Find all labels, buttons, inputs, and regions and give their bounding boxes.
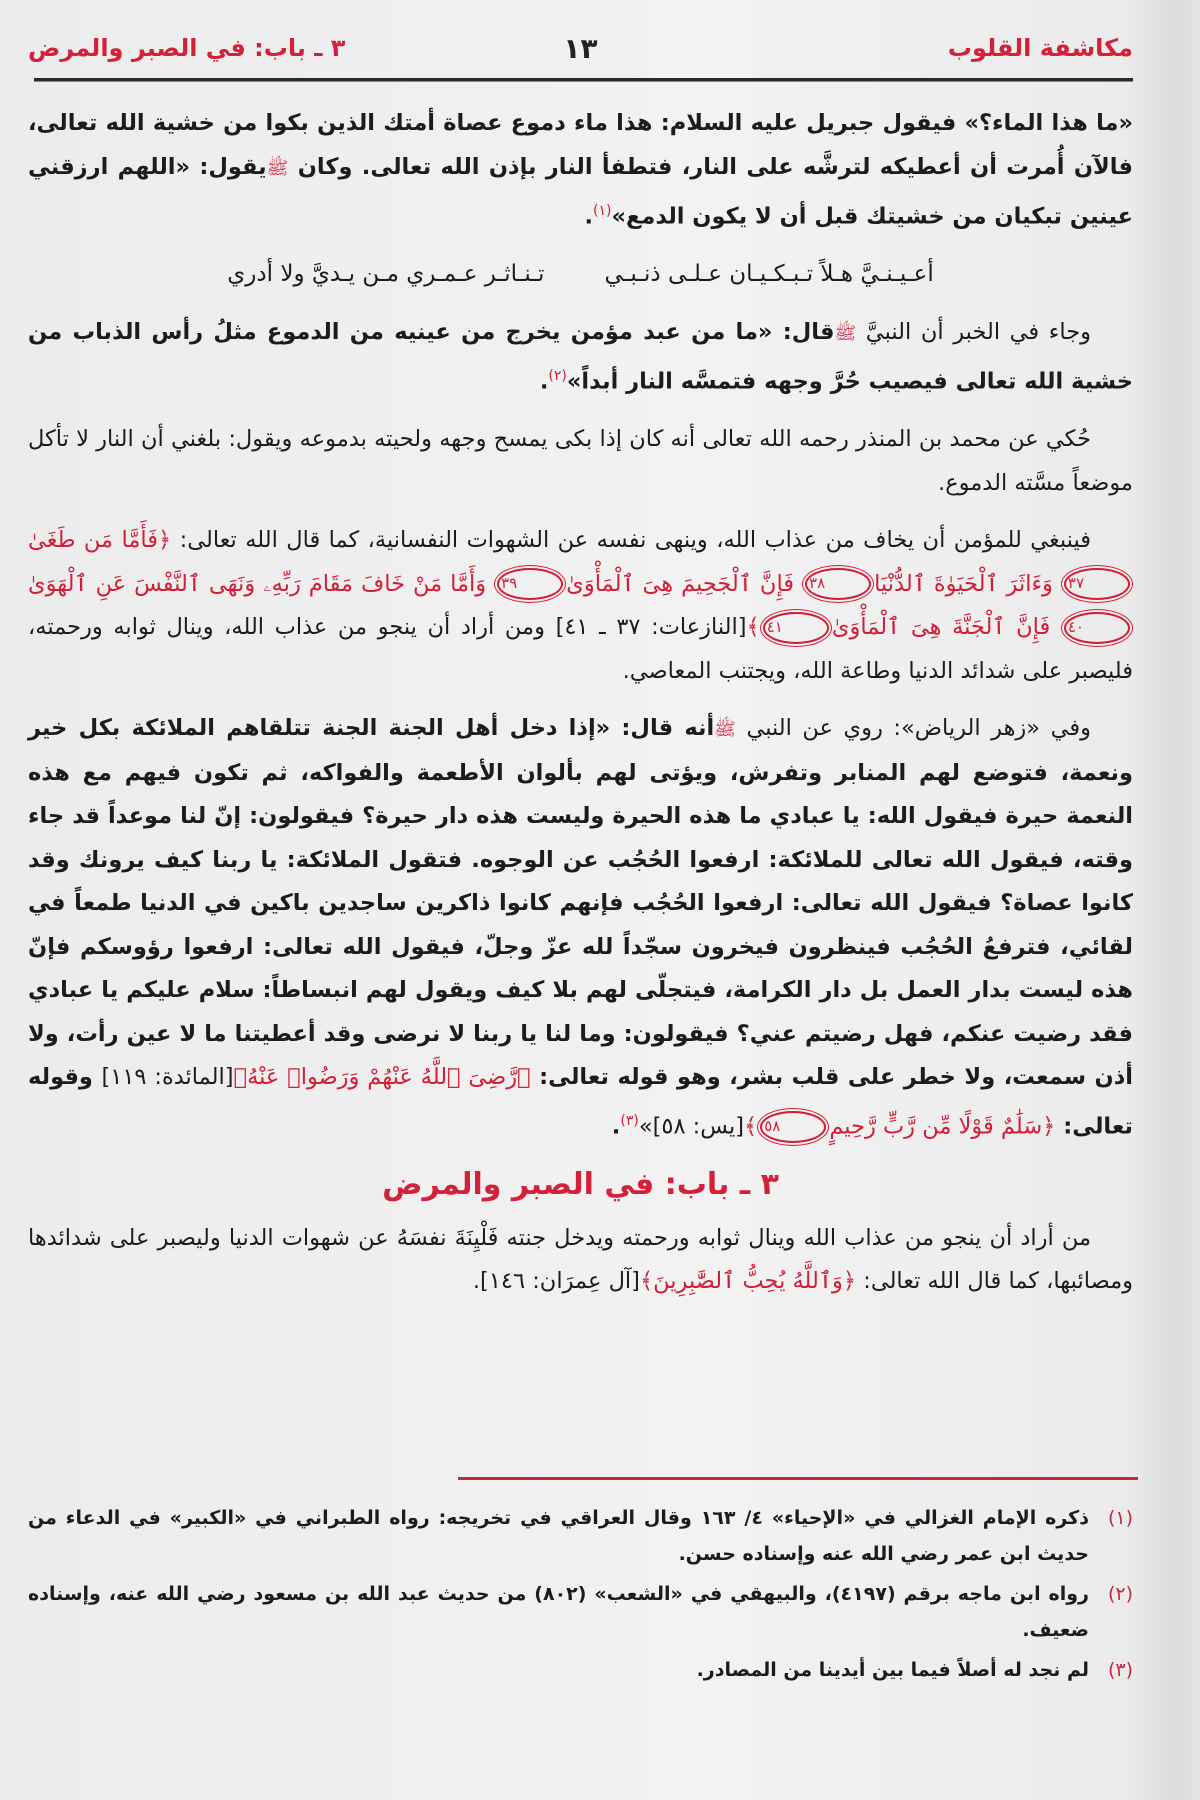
- footnote-number: (٢): [1107, 1583, 1133, 1605]
- verse-citation: [آل عِمرَان: ١٤٦]: [480, 1268, 640, 1294]
- footnote-ref-2[interactable]: (٢): [548, 368, 567, 384]
- footnote-text: رواه ابن ماجه برقم (٤١٩٧)، والبيهقي في «الشعب» (٨٠٢) من حديث عبد الله بن مسعود رضي الله عنه، وإسناده ضعيف.: [28, 1583, 1089, 1641]
- quran-verse: وَأَمَّا مَنْ خَافَ مَقَامَ رَبِّهِۦ وَنَهَى ٱلنَّفْسَ عَنِ ٱلْهَوَىٰ: [28, 570, 487, 597]
- salla-symbol-icon: ﷺ: [266, 157, 289, 179]
- paragraph-1: «ما هذا الماء؟» فيقول جبريل عليه السلام: هذا ماء دموع عصاة أمتك الذين بكوا من خشية الله تعالى، فالآن أُمرت أن أعطيكه لترشَّه على النار، فتطفأ النار بإذن الله تعالى. وكان ﷺيقول: «اللهم ارزقني عينين تبكيان من خشيتك قبل أن لا يكون الدمع»$^{(١)}$.: [28, 110, 1133, 230]
- ayah-marker-icon: ٥٨: [760, 1111, 826, 1143]
- footnote-ref-1[interactable]: (١): [593, 203, 612, 219]
- quran-close-bracket: ﴾: [746, 614, 760, 640]
- footnote-text: لم نجد له أصلاً فيما بين أيدينا من المصادر.: [696, 1659, 1089, 1681]
- section-heading: ٣ ـ باب: في الصبر والمرض: [382, 1166, 779, 1202]
- ayah-marker-icon: ٤٠: [1064, 612, 1130, 644]
- quran-verse: ﴿سَلَٰمٌ قَوْلًا مِّن رَّبٍّ رَّحِيمٍ: [829, 1113, 1056, 1139]
- ayah-marker-icon: ٣٨: [805, 568, 871, 600]
- hemistich-right: أعـيـنـيَّ هـلاً تـبـكـيـان عـلـى ذنـبـي: [604, 261, 934, 287]
- quran-verse: وَءَاثَرَ ٱلْحَيَوٰةَ ٱلدُّنْيَا: [874, 570, 1053, 597]
- quran-verse: ﴿وَٱللَّهُ يُحِبُّ ٱلصَّٰبِرِينَ﴾: [639, 1268, 857, 1294]
- quran-verse: فَإِنَّ ٱلْجَحِيمَ هِىَ ٱلْمَأْوَىٰ: [566, 570, 795, 597]
- quran-verse: ﴿رَّضِىَ ٱللَّهُ عَنْهُمْ وَرَضُوا۟ عَنْهُ﴾: [233, 1064, 531, 1090]
- header-rule: [34, 78, 1133, 82]
- page-number: ١٣: [563, 31, 598, 65]
- footnote-1: [28, 1500, 1133, 1572]
- footnote-number: (١): [1107, 1507, 1133, 1529]
- footnote-3: [28, 1652, 1133, 1688]
- paragraph-5: وفي «زهر الرياض»: روي عن النبي ﷺأنه قال: «إذا دخل أهل الجنة الجنة تتلقاهم الملائكة بكل خير ونعمة، فتوضع لهم المنابر وتفرش، ويؤتى لهم بألوان الأطعمة والفواكه، ثم تكون فيهم مع هذه النعمة حيرة فيقول الله: يا عبادي ما هذه الحيرة وليست هذه دار حيرة؟ فيقولون: إنّ لنا موعداً قد جاء وقته، فيقول الله تعالى للملائكة: ارفعوا الحُجُب عن الوجوه. فتقول الملائكة: يا ربنا كيف يرونك وقد كانوا عصاة؟ فيقول الله تعالى: ارفعوا الحُجُب فإنهم كانوا ذاكرين ساجدين باكين في الدنيا طمعاً في لقائي، فترفعُ الحُجُب فينظرون فيخرون سجّداً لله عزّ وجلّ، فيقول الله تعالى: ارفعوا رؤوسكم فإنّ هذه ليست بدار العمل بل دار الكرامة، فيتجلّى لهم بلا كيف ويقول لهم انبساطاً: سلام عليكم يا عبادي فقد رضيت عنكم، فهل رضيتم عني؟ فيقولون: وما لنا يا ربنا لا نرضى وقد أعطيتنا ما لا عين رأت، ولا أذن سمعت، ولا خطر على قلب بشر، وهو قوله تعالى: ﴿رَّضِىَ ٱللَّهُ عَنْهُمْ وَرَضُوا۟ عَنْهُ﴾[المائدة: ١١٩] وقوله تعالى: ﴿سَلَٰمٌ قَوْلًا مِّن رَّبٍّ رَّحِيمٍ٥٨﴾[يس: ٥٨]»$^{(٣)}$.: [28, 707, 1133, 1149]
- running-header: [28, 28, 1133, 68]
- verse-citation: [المائدة: ١١٩]: [101, 1064, 234, 1090]
- ayah-marker-icon: ٣٧: [1064, 568, 1130, 600]
- footnote-number: (٣): [1107, 1659, 1133, 1681]
- main-text: [28, 102, 1133, 1318]
- hemistich-left: تـنـاثـر عـمـري مـن يـديَّ ولا أدري: [227, 261, 545, 287]
- footnote-text: ذكره الإمام الغزالي في «الإحياء» ٤/ ١٦٣ وقال العراقي في تخريجه: رواه الطبراني في «الكبير» في الدعاء من حديث ابن عمر رضي الله عنه وإسناده حسن.: [28, 1507, 1089, 1565]
- salla-symbol-icon: ﷺ: [714, 719, 736, 740]
- quran-verse: فَإِنَّ ٱلْجَنَّةَ هِىَ ٱلْمَأْوَىٰ: [831, 614, 1051, 640]
- salla-symbol-icon: ﷺ: [834, 322, 857, 344]
- chapter-title: ٣ ـ باب: في الصبر والمرض: [28, 34, 346, 62]
- ayah-marker-icon: ٤١: [763, 612, 829, 644]
- footnotes: [28, 1500, 1133, 1692]
- paragraph-3: حُكي عن محمد بن المنذر رحمه الله تعالى أنه كان إذا بكى يمسح وجهه ولحيته بدموعه ويقول: بلغني أن النار لا تأكل موضعاً مسَّته الدموع.: [28, 426, 1133, 496]
- verse-citation: [النازعات: ٣٧ ـ ٤١]: [555, 614, 747, 640]
- ayah-marker-icon: ٣٩: [497, 568, 563, 600]
- verse-citation: [يس: ٥٨]»: [638, 1113, 744, 1139]
- footnote-2: [28, 1576, 1133, 1648]
- poem-verse: [28, 253, 1133, 297]
- footnote-ref-3[interactable]: (٣): [620, 1112, 639, 1129]
- quran-verse: فَأَمَّا مَن طَغَىٰ: [28, 527, 159, 553]
- quran-open-bracket: ﴿: [158, 527, 172, 553]
- paragraph-6: من أراد أن ينجو من عذاب الله وينال ثوابه ورحمته ويدخل جنته فَلْيِنَةَ نفسَهُ عن شهوات الدنيا وليصبر على شدائدها ومصائبها، كما قال الله تعالى: ﴿وَٱللَّهُ يُحِبُّ ٱلصَّٰبِرِينَ﴾[آل عِمرَان: ١٤٦].: [28, 1224, 1133, 1294]
- book-title: مكاشفة القلوب: [947, 34, 1133, 62]
- paragraph-2: وجاء في الخبر أن النبيَّ ﷺقال: «ما من عبد مؤمن يخرج من عينيه من الدموع مثلُ رأس الذباب من خشية الله تعالى فيصيب حُرَّ وجهه فتمسَّه النار أبداً»$^{(٢)}$.: [28, 318, 1133, 395]
- paragraph-4: فينبغي للمؤمن أن يخاف من عذاب الله، وينهى نفسه عن الشهوات النفسانية، كما قال الله تعالى: ﴿فَأَمَّا مَن طَغَىٰ٣٧ وَءَاثَرَ ٱلْحَيَوٰةَ ٱلدُّنْيَا٣٨ فَإِنَّ ٱلْجَحِيمَ هِىَ ٱلْمَأْوَىٰ٣٩ وَأَمَّا مَنْ خَافَ مَقَامَ رَبِّهِۦ وَنَهَى ٱلنَّفْسَ عَنِ ٱلْهَوَىٰ٤٠ فَإِنَّ ٱلْجَنَّةَ هِىَ ٱلْمَأْوَىٰ٤١﴾[النازعات: ٣٧ ـ ٤١] ومن أراد أن ينجو من عذاب الله، وينال ثوابه ورحمته، فليصبر على شدائد الدنيا وطاعة الله، ويجتنب المعاصي.: [28, 527, 1133, 684]
- book-page: [28, 0, 1133, 1800]
- footnote-separator: [458, 1477, 1138, 1480]
